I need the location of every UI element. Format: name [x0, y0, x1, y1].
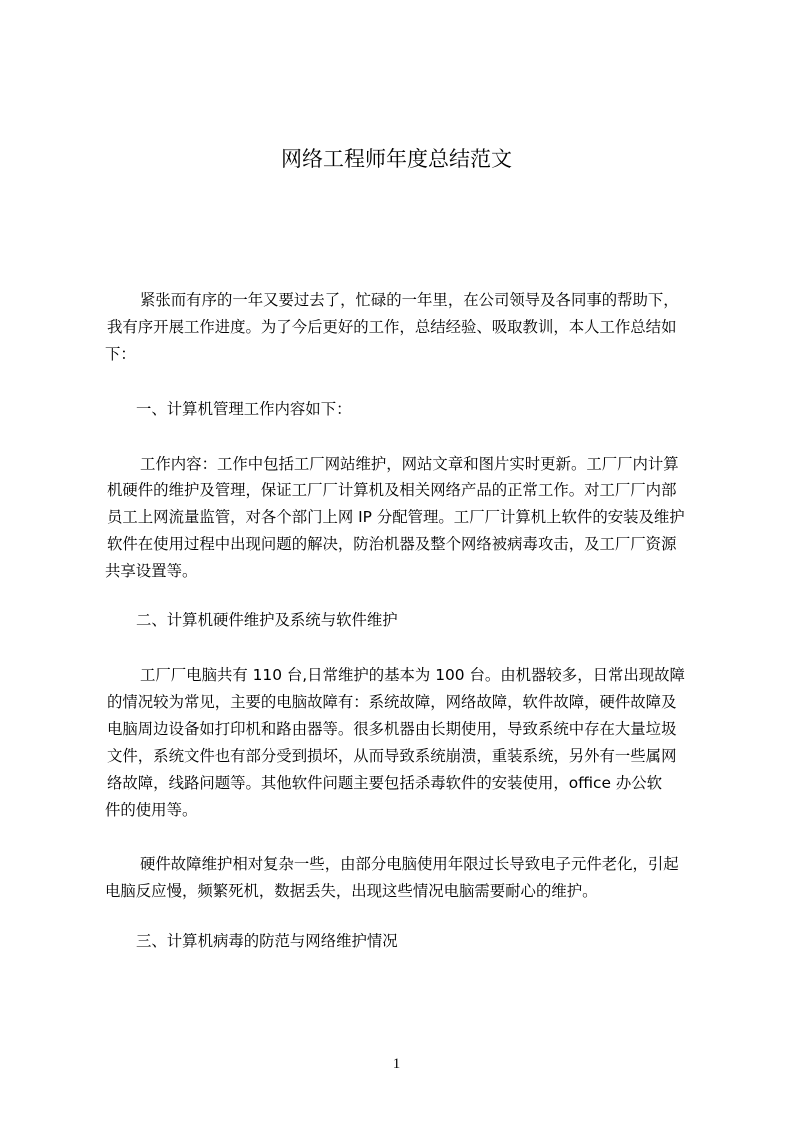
paragraph-line: 的情况较为常见，主要的电脑故障有：系统故障，网络故障，软件故障，硬件故障及: [107, 693, 677, 711]
paragraph-line: 软件在使用过程中出现问题的解决，防治机器及整个网络被病毒攻击，及工厂厂资源: [107, 535, 677, 553]
paragraph-line: 工作内容：工作中包括工厂网站维护，网站文章和图片实时更新。工厂厂内计算: [140, 455, 679, 473]
paragraph-line: 紧张而有序的一年又要过去了，忙碌的一年里，在公司领导及各同事的帮助下，: [140, 291, 679, 309]
document-title: 网络工程师年度总结范文: [281, 147, 512, 171]
paragraph-line: 络故障，线路问题等。其他软件问题主要包括杀毒软件的安装使用，office 办公软: [107, 774, 663, 792]
paragraph-line: 共享设置等。: [105, 562, 198, 580]
paragraph-line: 机硬件的维护及管理，保证工厂厂计算机及相关网络产品的正常工作。对工厂厂内部: [107, 481, 677, 499]
section-heading: 三、计算机病毒的防范与网络维护情况: [136, 932, 398, 950]
paragraph-line: 工厂厂电脑共有 110 台,日常维护的基本为 100 台。由机器较多，日常出现故障: [140, 666, 685, 684]
section-heading: 二、计算机硬件维护及系统与软件维护: [136, 611, 398, 629]
paragraph-line: 件的使用等。: [105, 801, 198, 819]
paragraph-line: 硬件故障维护相对复杂一些，由部分电脑使用年限过长导致电子元件老化，引起: [140, 855, 679, 873]
section-heading: 一、计算机管理工作内容如下：: [136, 400, 352, 418]
paragraph-line: 文件，系统文件也有部分受到损坏，从而导致系统崩溃，重装系统，另外有一些属网: [107, 747, 677, 765]
paragraph-line: 下：: [105, 345, 136, 363]
paragraph-line: 我有序开展工作进度。为了今后更好的工作，总结经验、吸取教训，本人工作总结如: [107, 318, 677, 336]
paragraph-line: 电脑反应慢，频繁死机，数据丢失，出现这些情况电脑需要耐心的维护。: [105, 882, 598, 900]
page-number: 1: [392, 1056, 401, 1072]
paragraph-line: 员工上网流量监管，对各个部门上网 IP 分配管理。工厂厂计算机上软件的安装及维护: [107, 508, 685, 526]
paragraph-line: 电脑周边设备如打印机和路由器等。很多机器由长期使用，导致系统中存在大量垃圾: [107, 720, 677, 738]
